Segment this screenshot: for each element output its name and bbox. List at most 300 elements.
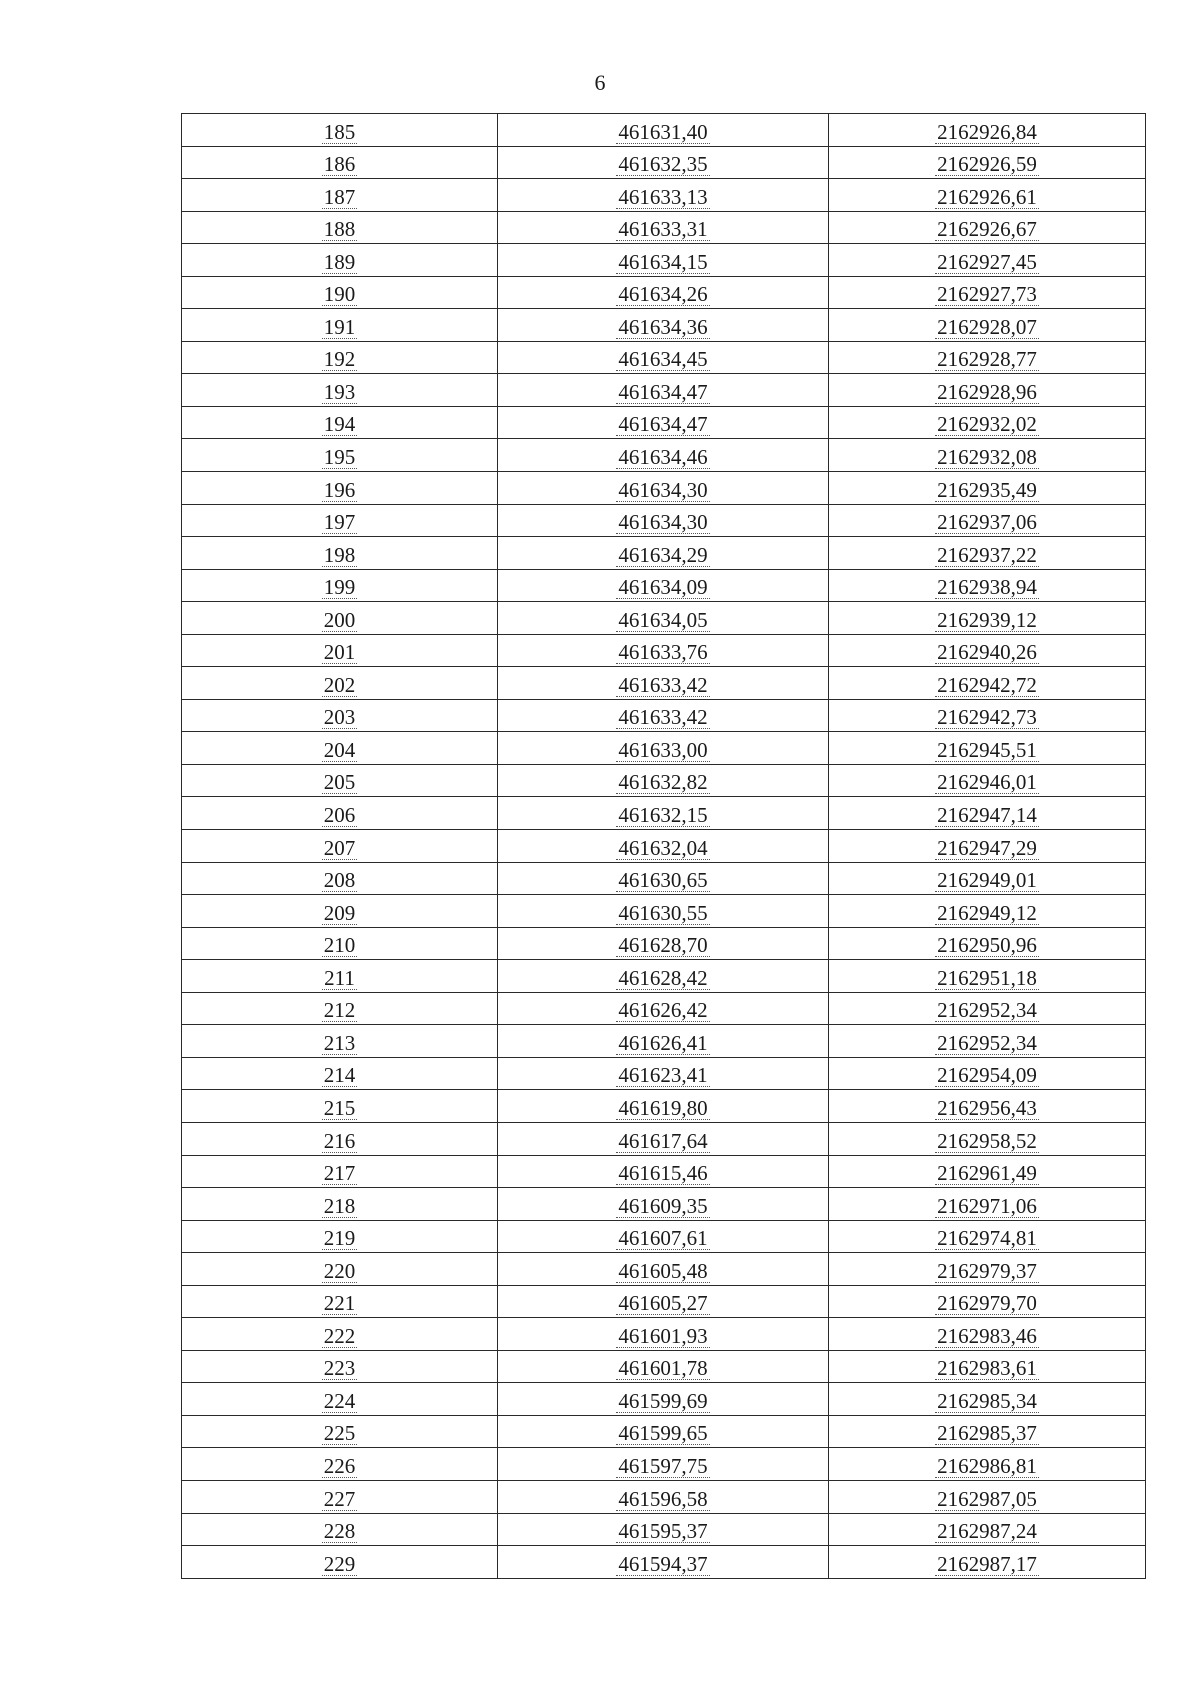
x-coordinate-cell bbox=[498, 504, 829, 537]
y-coordinate-cell bbox=[829, 341, 1146, 374]
y-coordinate-cell bbox=[829, 1513, 1146, 1546]
y-coordinate-cell bbox=[829, 1480, 1146, 1513]
table-row bbox=[182, 244, 1146, 277]
y-coordinate-cell bbox=[829, 830, 1146, 863]
x-coordinate-text: 461601,93 bbox=[618, 1323, 708, 1348]
table-row bbox=[182, 927, 1146, 960]
table-row bbox=[182, 309, 1146, 342]
y-coordinate-cell bbox=[829, 732, 1146, 765]
y-coordinate-cell bbox=[829, 504, 1146, 537]
point-number-cell bbox=[182, 569, 498, 602]
y-coordinate-cell bbox=[829, 114, 1146, 147]
point-number-cell bbox=[182, 862, 498, 895]
x-coordinate-cell bbox=[498, 1415, 829, 1448]
y-coordinate-text: 2162926,84 bbox=[937, 119, 1037, 144]
y-coordinate-text: 2162945,51 bbox=[937, 737, 1037, 762]
table-row bbox=[182, 439, 1146, 472]
y-coordinate-cell bbox=[829, 472, 1146, 505]
y-coordinate-text: 2162932,08 bbox=[937, 445, 1037, 470]
x-coordinate-cell bbox=[498, 960, 829, 993]
point-number-text: 186 bbox=[323, 152, 356, 177]
y-coordinate-cell bbox=[829, 895, 1146, 928]
y-coordinate-text: 2162952,34 bbox=[937, 998, 1037, 1023]
y-coordinate-text: 2162928,07 bbox=[937, 314, 1037, 339]
y-coordinate-text: 2162987,17 bbox=[937, 1551, 1037, 1576]
point-number-cell bbox=[182, 276, 498, 309]
x-coordinate-cell bbox=[498, 341, 829, 374]
x-coordinate-text: 461628,70 bbox=[618, 933, 708, 958]
point-number-cell bbox=[182, 1090, 498, 1123]
x-coordinate-cell bbox=[498, 830, 829, 863]
table-row bbox=[182, 114, 1146, 147]
point-number-cell bbox=[182, 244, 498, 277]
table-row bbox=[182, 1025, 1146, 1058]
y-coordinate-text: 2162985,34 bbox=[937, 1388, 1037, 1413]
x-coordinate-cell bbox=[498, 1090, 829, 1123]
x-coordinate-text: 461634,26 bbox=[618, 282, 708, 307]
x-coordinate-text: 461632,04 bbox=[618, 835, 708, 860]
y-coordinate-cell bbox=[829, 634, 1146, 667]
x-coordinate-text: 461634,47 bbox=[618, 379, 708, 404]
point-number-text: 206 bbox=[323, 803, 356, 828]
point-number-cell bbox=[182, 504, 498, 537]
point-number-text: 210 bbox=[323, 933, 356, 958]
point-number-cell bbox=[182, 537, 498, 570]
y-coordinate-cell bbox=[829, 1122, 1146, 1155]
point-number-cell bbox=[182, 1318, 498, 1351]
table-row bbox=[182, 732, 1146, 765]
table-row bbox=[182, 179, 1146, 212]
y-coordinate-text: 2162983,61 bbox=[937, 1356, 1037, 1381]
y-coordinate-cell bbox=[829, 1546, 1146, 1579]
point-number-text: 185 bbox=[323, 119, 356, 144]
x-coordinate-text: 461607,61 bbox=[618, 1226, 708, 1251]
y-coordinate-text: 2162926,59 bbox=[937, 152, 1037, 177]
point-number-cell bbox=[182, 895, 498, 928]
point-number-cell bbox=[182, 1350, 498, 1383]
x-coordinate-cell bbox=[498, 732, 829, 765]
point-number-text: 229 bbox=[323, 1551, 356, 1576]
point-number-cell bbox=[182, 634, 498, 667]
y-coordinate-text: 2162946,01 bbox=[937, 770, 1037, 795]
x-coordinate-text: 461605,48 bbox=[618, 1258, 708, 1283]
y-coordinate-text: 2162942,73 bbox=[937, 705, 1037, 730]
point-number-text: 205 bbox=[323, 770, 356, 795]
x-coordinate-cell bbox=[498, 1122, 829, 1155]
table-row bbox=[182, 699, 1146, 732]
page-number: 6 bbox=[594, 70, 606, 95]
y-coordinate-text: 2162942,72 bbox=[937, 672, 1037, 697]
y-coordinate-cell bbox=[829, 211, 1146, 244]
y-coordinate-text: 2162986,81 bbox=[937, 1453, 1037, 1478]
point-number-text: 223 bbox=[323, 1356, 356, 1381]
coordinates-table-body bbox=[182, 114, 1146, 1579]
y-coordinate-text: 2162954,09 bbox=[937, 1063, 1037, 1088]
x-coordinate-text: 461633,31 bbox=[618, 217, 708, 242]
point-number-cell bbox=[182, 960, 498, 993]
x-coordinate-text: 461623,41 bbox=[618, 1063, 708, 1088]
x-coordinate-text: 461632,35 bbox=[618, 152, 708, 177]
table-row bbox=[182, 1188, 1146, 1221]
x-coordinate-text: 461630,65 bbox=[618, 868, 708, 893]
y-coordinate-cell bbox=[829, 1318, 1146, 1351]
point-number-cell bbox=[182, 830, 498, 863]
x-coordinate-text: 461633,00 bbox=[618, 737, 708, 762]
y-coordinate-text: 2162940,26 bbox=[937, 640, 1037, 665]
table-row bbox=[182, 895, 1146, 928]
y-coordinate-text: 2162956,43 bbox=[937, 1095, 1037, 1120]
x-coordinate-text: 461596,58 bbox=[618, 1486, 708, 1511]
y-coordinate-text: 2162985,37 bbox=[937, 1421, 1037, 1446]
point-number-text: 224 bbox=[323, 1388, 356, 1413]
table-row bbox=[182, 472, 1146, 505]
y-coordinate-text: 2162947,29 bbox=[937, 835, 1037, 860]
table-row bbox=[182, 1090, 1146, 1123]
x-coordinate-text: 461633,42 bbox=[618, 705, 708, 730]
point-number-text: 211 bbox=[324, 965, 355, 990]
y-coordinate-text: 2162949,12 bbox=[937, 900, 1037, 925]
x-coordinate-text: 461634,09 bbox=[618, 575, 708, 600]
table-row bbox=[182, 1253, 1146, 1286]
y-coordinate-cell bbox=[829, 309, 1146, 342]
point-number-text: 190 bbox=[323, 282, 356, 307]
point-number-text: 214 bbox=[323, 1063, 356, 1088]
x-coordinate-text: 461634,36 bbox=[618, 314, 708, 339]
x-coordinate-cell bbox=[498, 895, 829, 928]
y-coordinate-text: 2162947,14 bbox=[937, 803, 1037, 828]
y-coordinate-text: 2162974,81 bbox=[937, 1226, 1037, 1251]
x-coordinate-cell bbox=[498, 699, 829, 732]
x-coordinate-cell bbox=[498, 1350, 829, 1383]
y-coordinate-cell bbox=[829, 537, 1146, 570]
table-row bbox=[182, 602, 1146, 635]
table-row bbox=[182, 569, 1146, 602]
table-row bbox=[182, 406, 1146, 439]
y-coordinate-text: 2162958,52 bbox=[937, 1128, 1037, 1153]
table-row bbox=[182, 1350, 1146, 1383]
y-coordinate-cell bbox=[829, 276, 1146, 309]
y-coordinate-text: 2162935,49 bbox=[937, 477, 1037, 502]
table-row bbox=[182, 1155, 1146, 1188]
x-coordinate-cell bbox=[498, 1383, 829, 1416]
table-row bbox=[182, 537, 1146, 570]
point-number-cell bbox=[182, 1155, 498, 1188]
x-coordinate-cell bbox=[498, 992, 829, 1025]
point-number-text: 207 bbox=[323, 835, 356, 860]
point-number-text: 204 bbox=[323, 737, 356, 762]
point-number-cell bbox=[182, 927, 498, 960]
x-coordinate-text: 461609,35 bbox=[618, 1193, 708, 1218]
y-coordinate-cell bbox=[829, 146, 1146, 179]
x-coordinate-cell bbox=[498, 439, 829, 472]
point-number-cell bbox=[182, 1253, 498, 1286]
y-coordinate-cell bbox=[829, 667, 1146, 700]
table-row bbox=[182, 797, 1146, 830]
x-coordinate-text: 461605,27 bbox=[618, 1291, 708, 1316]
x-coordinate-cell bbox=[498, 862, 829, 895]
y-coordinate-cell bbox=[829, 1188, 1146, 1221]
table-row bbox=[182, 992, 1146, 1025]
y-coordinate-text: 2162927,45 bbox=[937, 249, 1037, 274]
x-coordinate-cell bbox=[498, 1188, 829, 1221]
point-number-text: 187 bbox=[323, 184, 356, 209]
table-row bbox=[182, 1513, 1146, 1546]
x-coordinate-text: 461631,40 bbox=[618, 119, 708, 144]
table-row bbox=[182, 1448, 1146, 1481]
table-row bbox=[182, 1057, 1146, 1090]
x-coordinate-text: 461632,82 bbox=[618, 770, 708, 795]
x-coordinate-text: 461599,69 bbox=[618, 1388, 708, 1413]
point-number-text: 216 bbox=[323, 1128, 356, 1153]
y-coordinate-text: 2162979,70 bbox=[937, 1291, 1037, 1316]
point-number-cell bbox=[182, 1025, 498, 1058]
y-coordinate-cell bbox=[829, 1025, 1146, 1058]
x-coordinate-cell bbox=[498, 374, 829, 407]
y-coordinate-cell bbox=[829, 764, 1146, 797]
x-coordinate-cell bbox=[498, 667, 829, 700]
table-row bbox=[182, 1480, 1146, 1513]
y-coordinate-cell bbox=[829, 569, 1146, 602]
y-coordinate-text: 2162932,02 bbox=[937, 412, 1037, 437]
y-coordinate-text: 2162939,12 bbox=[937, 607, 1037, 632]
x-coordinate-text: 461633,42 bbox=[618, 672, 708, 697]
point-number-text: 222 bbox=[323, 1323, 356, 1348]
point-number-cell bbox=[182, 341, 498, 374]
table-row bbox=[182, 276, 1146, 309]
x-coordinate-text: 461633,76 bbox=[618, 640, 708, 665]
x-coordinate-text: 461619,80 bbox=[618, 1095, 708, 1120]
y-coordinate-text: 2162950,96 bbox=[937, 933, 1037, 958]
y-coordinate-cell bbox=[829, 439, 1146, 472]
point-number-text: 193 bbox=[323, 379, 356, 404]
point-number-text: 201 bbox=[323, 640, 356, 665]
point-number-cell bbox=[182, 1415, 498, 1448]
y-coordinate-cell bbox=[829, 244, 1146, 277]
y-coordinate-text: 2162928,77 bbox=[937, 347, 1037, 372]
point-number-text: 208 bbox=[323, 868, 356, 893]
table-row bbox=[182, 211, 1146, 244]
x-coordinate-cell bbox=[498, 537, 829, 570]
x-coordinate-text: 461599,65 bbox=[618, 1421, 708, 1446]
table-row bbox=[182, 341, 1146, 374]
table-row bbox=[182, 634, 1146, 667]
point-number-text: 191 bbox=[323, 314, 356, 339]
table-row bbox=[182, 1285, 1146, 1318]
x-coordinate-text: 461632,15 bbox=[618, 803, 708, 828]
point-number-text: 220 bbox=[323, 1258, 356, 1283]
table-row bbox=[182, 1122, 1146, 1155]
x-coordinate-cell bbox=[498, 244, 829, 277]
point-number-cell bbox=[182, 699, 498, 732]
y-coordinate-text: 2162937,06 bbox=[937, 510, 1037, 535]
x-coordinate-cell bbox=[498, 114, 829, 147]
y-coordinate-cell bbox=[829, 406, 1146, 439]
y-coordinate-text: 2162928,96 bbox=[937, 379, 1037, 404]
x-coordinate-text: 461634,30 bbox=[618, 477, 708, 502]
y-coordinate-text: 2162987,24 bbox=[937, 1519, 1037, 1544]
table-row bbox=[182, 667, 1146, 700]
x-coordinate-cell bbox=[498, 634, 829, 667]
x-coordinate-cell bbox=[498, 146, 829, 179]
x-coordinate-cell bbox=[498, 1546, 829, 1579]
y-coordinate-cell bbox=[829, 862, 1146, 895]
point-number-text: 218 bbox=[323, 1193, 356, 1218]
y-coordinate-text: 2162951,18 bbox=[937, 965, 1037, 990]
y-coordinate-cell bbox=[829, 927, 1146, 960]
table-row bbox=[182, 862, 1146, 895]
table-row bbox=[182, 960, 1146, 993]
point-number-text: 226 bbox=[323, 1453, 356, 1478]
y-coordinate-text: 2162926,61 bbox=[937, 184, 1037, 209]
x-coordinate-text: 461601,78 bbox=[618, 1356, 708, 1381]
point-number-cell bbox=[182, 1220, 498, 1253]
point-number-text: 227 bbox=[323, 1486, 356, 1511]
y-coordinate-text: 2162987,05 bbox=[937, 1486, 1037, 1511]
point-number-cell bbox=[182, 179, 498, 212]
x-coordinate-cell bbox=[498, 211, 829, 244]
x-coordinate-cell bbox=[498, 179, 829, 212]
table-row bbox=[182, 1415, 1146, 1448]
point-number-cell bbox=[182, 797, 498, 830]
point-number-cell bbox=[182, 211, 498, 244]
y-coordinate-text: 2162961,49 bbox=[937, 1161, 1037, 1186]
x-coordinate-text: 461626,42 bbox=[618, 998, 708, 1023]
x-coordinate-cell bbox=[498, 1155, 829, 1188]
y-coordinate-text: 2162949,01 bbox=[937, 868, 1037, 893]
point-number-text: 203 bbox=[323, 705, 356, 730]
x-coordinate-cell bbox=[498, 276, 829, 309]
x-coordinate-cell bbox=[498, 602, 829, 635]
y-coordinate-cell bbox=[829, 1155, 1146, 1188]
point-number-cell bbox=[182, 1448, 498, 1481]
point-number-text: 217 bbox=[323, 1161, 356, 1186]
point-number-cell bbox=[182, 1188, 498, 1221]
point-number-text: 199 bbox=[323, 575, 356, 600]
x-coordinate-text: 461634,46 bbox=[618, 445, 708, 470]
point-number-cell bbox=[182, 1480, 498, 1513]
point-number-cell bbox=[182, 439, 498, 472]
x-coordinate-cell bbox=[498, 1513, 829, 1546]
x-coordinate-text: 461617,64 bbox=[618, 1128, 708, 1153]
point-number-cell bbox=[182, 1122, 498, 1155]
point-number-text: 202 bbox=[323, 672, 356, 697]
x-coordinate-cell bbox=[498, 472, 829, 505]
y-coordinate-cell bbox=[829, 797, 1146, 830]
x-coordinate-text: 461634,45 bbox=[618, 347, 708, 372]
y-coordinate-text: 2162979,37 bbox=[937, 1258, 1037, 1283]
point-number-cell bbox=[182, 472, 498, 505]
y-coordinate-text: 2162971,06 bbox=[937, 1193, 1037, 1218]
x-coordinate-text: 461630,55 bbox=[618, 900, 708, 925]
point-number-cell bbox=[182, 1383, 498, 1416]
point-number-text: 213 bbox=[323, 1030, 356, 1055]
point-number-cell bbox=[182, 1057, 498, 1090]
point-number-cell bbox=[182, 732, 498, 765]
point-number-text: 192 bbox=[323, 347, 356, 372]
x-coordinate-text: 461633,13 bbox=[618, 184, 708, 209]
coordinates-table bbox=[181, 113, 1146, 1579]
x-coordinate-text: 461634,05 bbox=[618, 607, 708, 632]
table-row bbox=[182, 1318, 1146, 1351]
x-coordinate-text: 461594,37 bbox=[618, 1551, 708, 1576]
y-coordinate-cell bbox=[829, 1285, 1146, 1318]
x-coordinate-cell bbox=[498, 309, 829, 342]
point-number-cell bbox=[182, 309, 498, 342]
point-number-cell bbox=[182, 602, 498, 635]
point-number-cell bbox=[182, 667, 498, 700]
table-row bbox=[182, 146, 1146, 179]
table-row bbox=[182, 764, 1146, 797]
point-number-cell bbox=[182, 1513, 498, 1546]
x-coordinate-cell bbox=[498, 927, 829, 960]
y-coordinate-cell bbox=[829, 1253, 1146, 1286]
y-coordinate-cell bbox=[829, 699, 1146, 732]
x-coordinate-cell bbox=[498, 1057, 829, 1090]
table-row bbox=[182, 830, 1146, 863]
point-number-text: 195 bbox=[323, 445, 356, 470]
point-number-text: 188 bbox=[323, 217, 356, 242]
x-coordinate-text: 461634,30 bbox=[618, 510, 708, 535]
point-number-text: 194 bbox=[323, 412, 356, 437]
x-coordinate-text: 461634,29 bbox=[618, 542, 708, 567]
point-number-text: 189 bbox=[323, 249, 356, 274]
x-coordinate-text: 461615,46 bbox=[618, 1161, 708, 1186]
x-coordinate-cell bbox=[498, 797, 829, 830]
x-coordinate-cell bbox=[498, 1220, 829, 1253]
y-coordinate-cell bbox=[829, 602, 1146, 635]
point-number-text: 219 bbox=[323, 1226, 356, 1251]
y-coordinate-text: 2162926,67 bbox=[937, 217, 1037, 242]
y-coordinate-cell bbox=[829, 179, 1146, 212]
point-number-text: 225 bbox=[323, 1421, 356, 1446]
y-coordinate-cell bbox=[829, 1448, 1146, 1481]
point-number-text: 212 bbox=[323, 998, 356, 1023]
point-number-text: 221 bbox=[323, 1291, 356, 1316]
x-coordinate-cell bbox=[498, 1318, 829, 1351]
point-number-cell bbox=[182, 374, 498, 407]
x-coordinate-text: 461634,15 bbox=[618, 249, 708, 274]
x-coordinate-cell bbox=[498, 1448, 829, 1481]
y-coordinate-cell bbox=[829, 1220, 1146, 1253]
point-number-text: 196 bbox=[323, 477, 356, 502]
y-coordinate-text: 2162938,94 bbox=[937, 575, 1037, 600]
point-number-cell bbox=[182, 406, 498, 439]
y-coordinate-cell bbox=[829, 992, 1146, 1025]
y-coordinate-cell bbox=[829, 1090, 1146, 1123]
y-coordinate-text: 2162952,34 bbox=[937, 1030, 1037, 1055]
point-number-cell bbox=[182, 146, 498, 179]
point-number-text: 209 bbox=[323, 900, 356, 925]
point-number-cell bbox=[182, 114, 498, 147]
x-coordinate-cell bbox=[498, 1480, 829, 1513]
y-coordinate-text: 2162983,46 bbox=[937, 1323, 1037, 1348]
table-row bbox=[182, 1546, 1146, 1579]
x-coordinate-cell bbox=[498, 764, 829, 797]
point-number-text: 215 bbox=[323, 1095, 356, 1120]
y-coordinate-cell bbox=[829, 1415, 1146, 1448]
x-coordinate-text: 461595,37 bbox=[618, 1519, 708, 1544]
point-number-cell bbox=[182, 764, 498, 797]
x-coordinate-cell bbox=[498, 1025, 829, 1058]
x-coordinate-cell bbox=[498, 1253, 829, 1286]
table-row bbox=[182, 1383, 1146, 1416]
y-coordinate-text: 2162927,73 bbox=[937, 282, 1037, 307]
point-number-cell bbox=[182, 1546, 498, 1579]
x-coordinate-text: 461628,42 bbox=[618, 965, 708, 990]
x-coordinate-cell bbox=[498, 1285, 829, 1318]
x-coordinate-cell bbox=[498, 406, 829, 439]
x-coordinate-text: 461634,47 bbox=[618, 412, 708, 437]
